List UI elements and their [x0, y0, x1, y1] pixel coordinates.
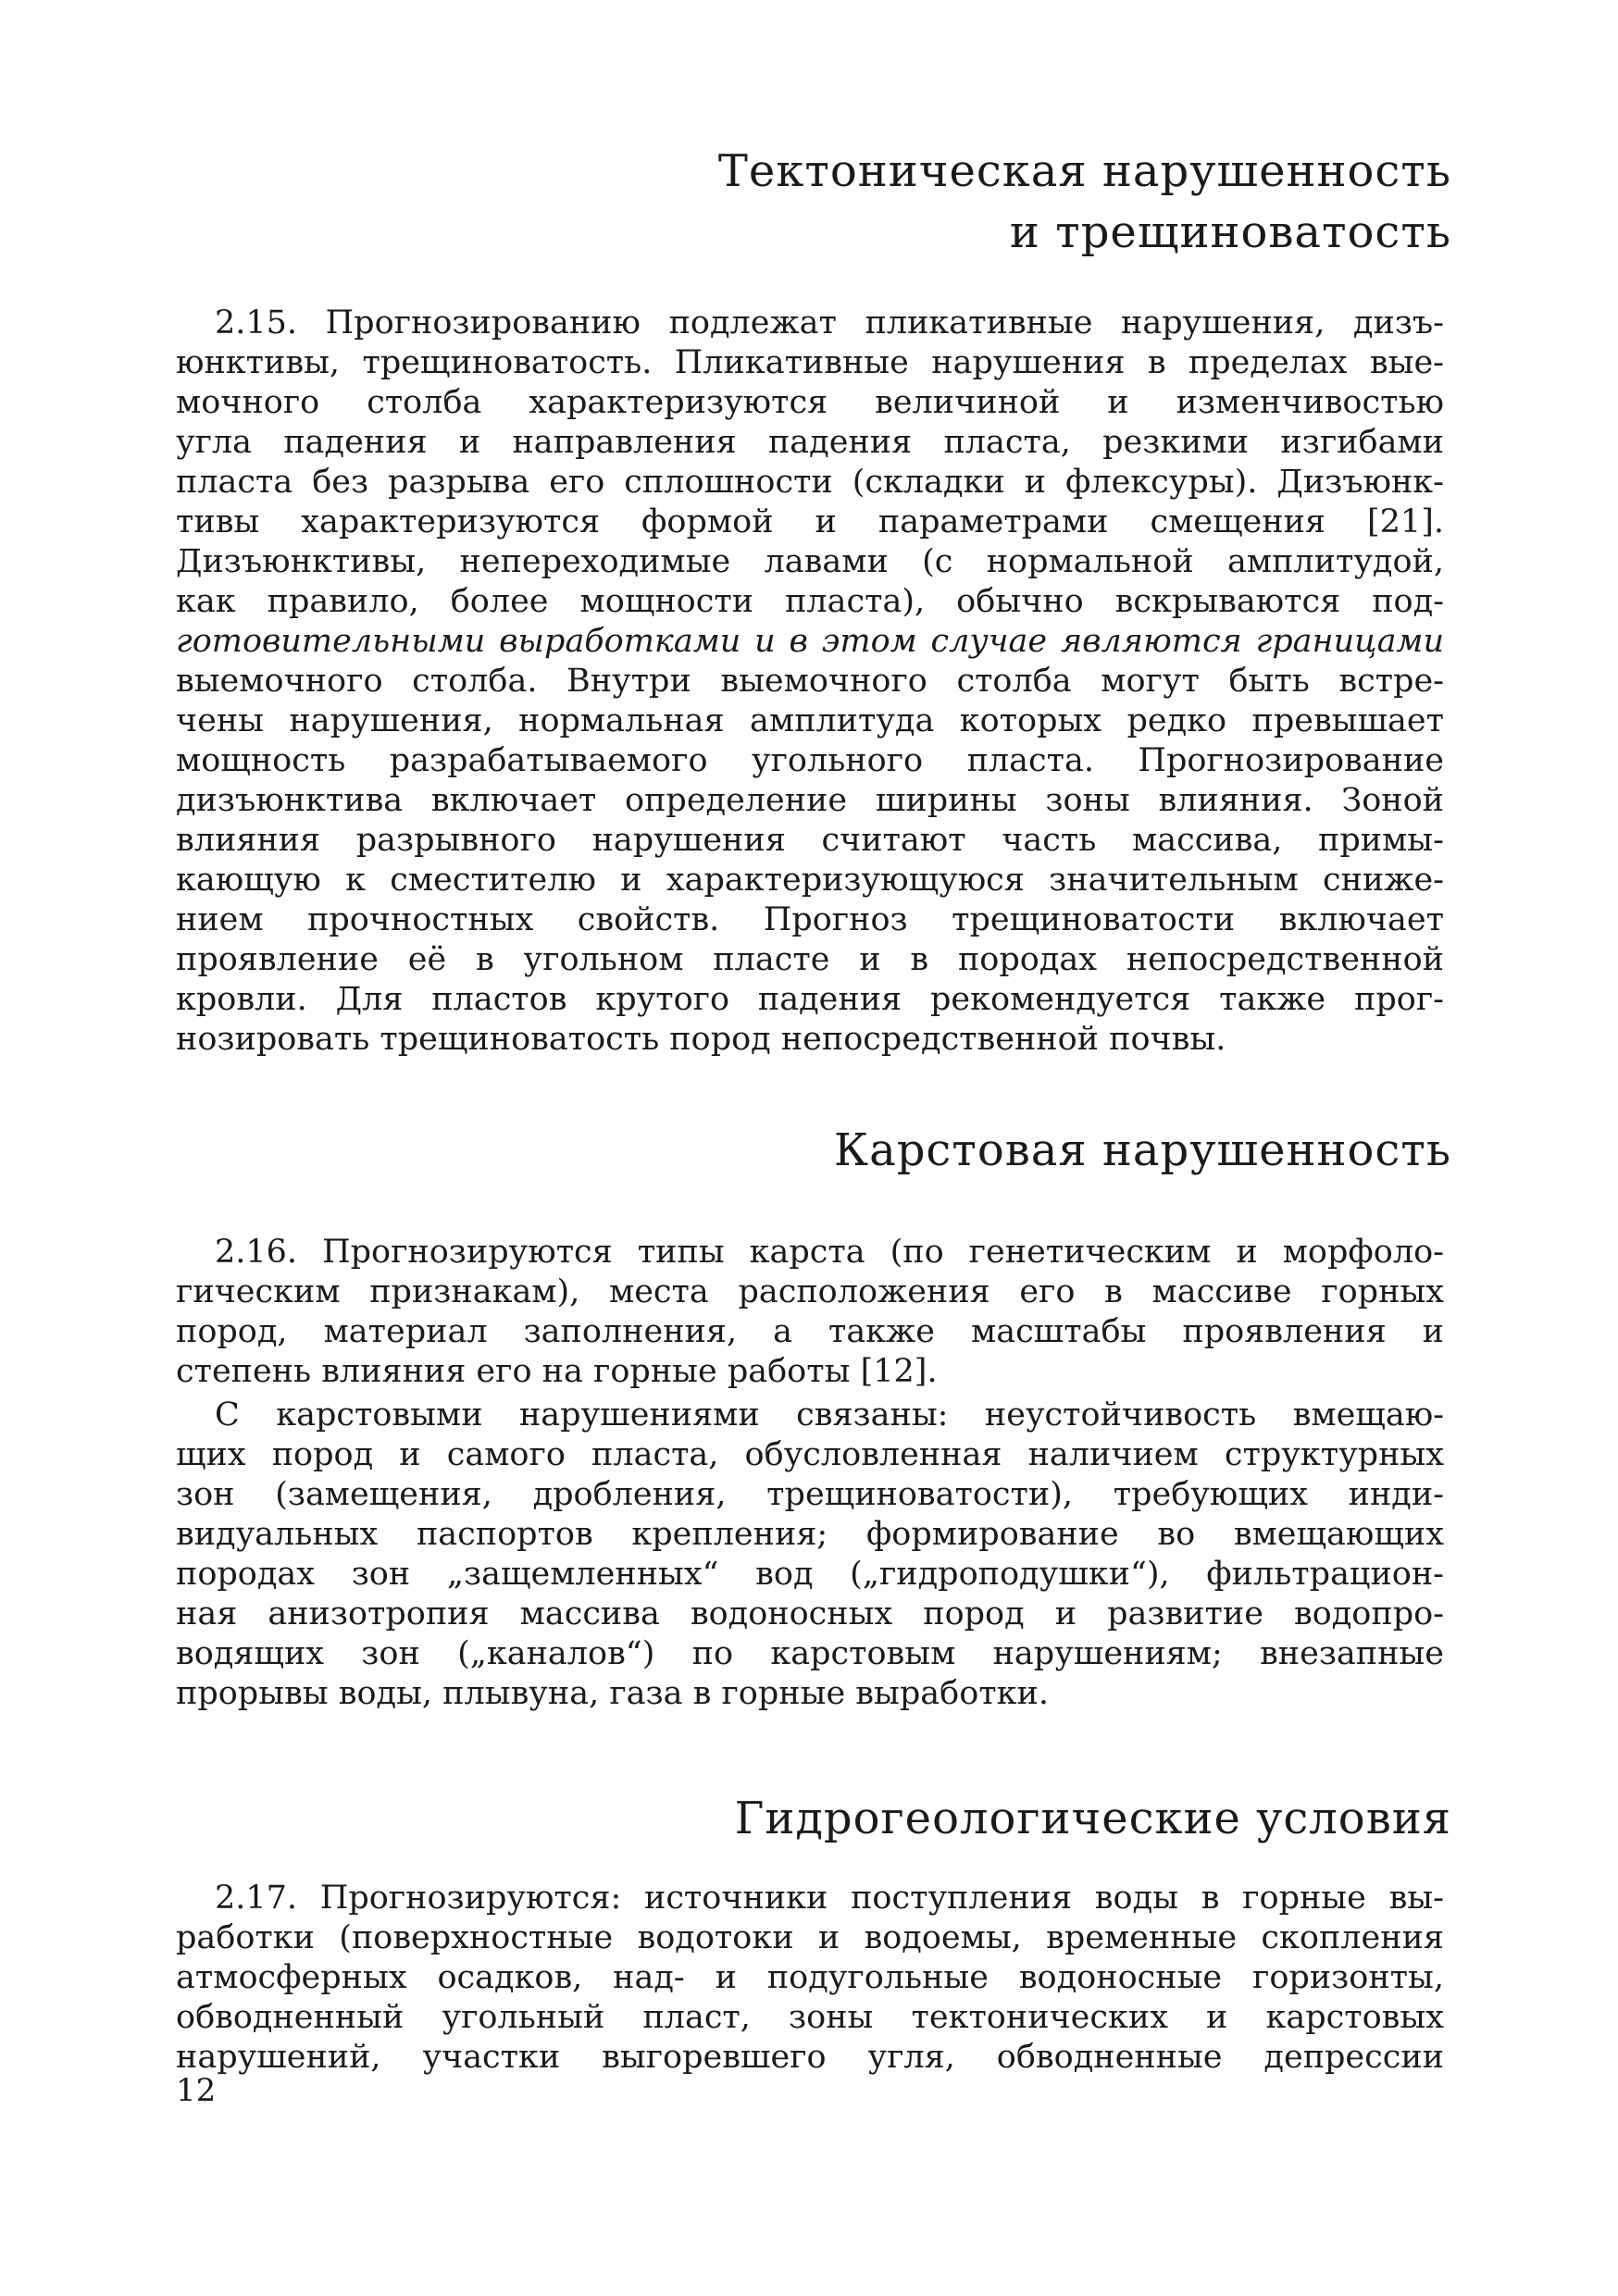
- text-line: С карстовыми нарушениями связаны: неустойчивость вмещаю-: [215, 1396, 1444, 1433]
- section-heading-karst: [834, 1120, 1451, 1181]
- text-line: ная анизотропия массива водоносных пород и развитие водопро-: [176, 1595, 1444, 1632]
- paragraph-2-17: [176, 1879, 1444, 2078]
- text-line: степень влияния его на горные работы [12].: [176, 1353, 938, 1390]
- text-line: щих пород и самого пласта, обусловленная наличием структурных: [176, 1436, 1444, 1473]
- heading-line: Гидрогеологические условия: [734, 1793, 1451, 1844]
- text-line: как правило, более мощности пласта), обычно вскрываются под-: [176, 583, 1444, 620]
- text-line: кровли. Для пластов крутого падения рекомендуется также прог-: [176, 981, 1444, 1018]
- text-line: чены нарушения, нормальная амплитуда которых редко превышает: [176, 702, 1444, 739]
- section-heading-tectonic: [718, 141, 1451, 263]
- text-line: обводненный угольный пласт, зоны тектонических и карстовых: [176, 1999, 1444, 2036]
- text-line: гическим признакам), места расположения его в массиве горных: [176, 1273, 1444, 1310]
- text-line: угла падения и направления падения пласта, резкими изгибами: [176, 424, 1444, 461]
- text-line: породах зон „защемленных“ вод („гидроподушки“), фильтрацион-: [176, 1556, 1444, 1593]
- text-line: кающую к сместителю и характеризующуюся значительным сниже-: [176, 862, 1444, 899]
- heading-line: и трещиноватость: [1009, 206, 1451, 258]
- text-line: водящих зон („каналов“) по карстовым нарушениям; внезапные: [176, 1635, 1444, 1672]
- text-line: мочного столба характеризуются величиной и изменчивостью: [176, 384, 1444, 421]
- paragraph-2-15: [176, 304, 1444, 1060]
- text-line: Дизъюнктивы, непереходимые лавами (с нормальной амплитудой,: [176, 543, 1444, 580]
- text-line: прорывы воды, плывуна, газа в горные выработки.: [176, 1675, 1049, 1712]
- text-line: пласта без разрыва его сплошности (складки и флексуры). Дизъюнк-: [176, 464, 1444, 501]
- text-line: влияния разрывного нарушения считают часть массива, примы-: [176, 822, 1444, 859]
- page-number: 12: [176, 2072, 217, 2109]
- text-line: выемочного столба. Внутри выемочного столба могут быть встре-: [176, 663, 1444, 700]
- text-line: зон (замещения, дробления, трещиноватости), требующих инди-: [176, 1476, 1444, 1513]
- heading-line: Карстовая нарушенность: [833, 1124, 1451, 1176]
- section-heading-hydrogeology: [735, 1788, 1451, 1849]
- text-line: 2.15. Прогнозированию подлежат пликативные нарушения, дизъ-: [215, 304, 1444, 341]
- text-line: атмосферных осадков, над- и подугольные водоносные горизонты,: [176, 1959, 1444, 1996]
- text-line: мощность разрабатываемого угольного пласта. Прогнозирование: [176, 742, 1444, 779]
- text-line: нозировать трещиноватость пород непосредственной почвы.: [176, 1021, 1226, 1058]
- text-line: 2.17. Прогнозируются: источники поступления воды в горные вы-: [215, 1880, 1444, 1917]
- text-line: дизъюнктива включает определение ширины зоны влияния. Зоной: [176, 782, 1444, 819]
- text-line: видуальных паспортов крепления; формирование во вмещающих: [176, 1516, 1444, 1553]
- paragraph-2-16: [176, 1233, 1444, 1392]
- text-line: тивы характеризуются формой и параметрами смещения [21].: [176, 503, 1444, 540]
- paragraph-karst-consequences: [176, 1396, 1444, 1714]
- text-line: нием прочностных свойств. Прогноз трещиноватости включает: [176, 901, 1444, 938]
- text-line: юнктивы, трещиноватость. Пликативные нарушения в пределах вые-: [176, 344, 1444, 381]
- text-line: нарушений, участки выгоревшего угля, обводненные депрессии: [176, 2039, 1444, 2076]
- text-line: 2.16. Прогнозируются типы карста (по генетическим и морфоло-: [215, 1234, 1444, 1271]
- text-line: готовительными выработками и в этом случае являются границами: [176, 623, 1444, 660]
- text-line: работки (поверхностные водотоки и водоемы, временные скопления: [176, 1919, 1444, 1956]
- text-line: пород, материал заполнения, а также масштабы проявления и: [176, 1313, 1444, 1350]
- text-line: проявление её в угольном пласте и в породах непосредственной: [176, 941, 1444, 978]
- heading-line: Тектоническая нарушенность: [717, 145, 1451, 197]
